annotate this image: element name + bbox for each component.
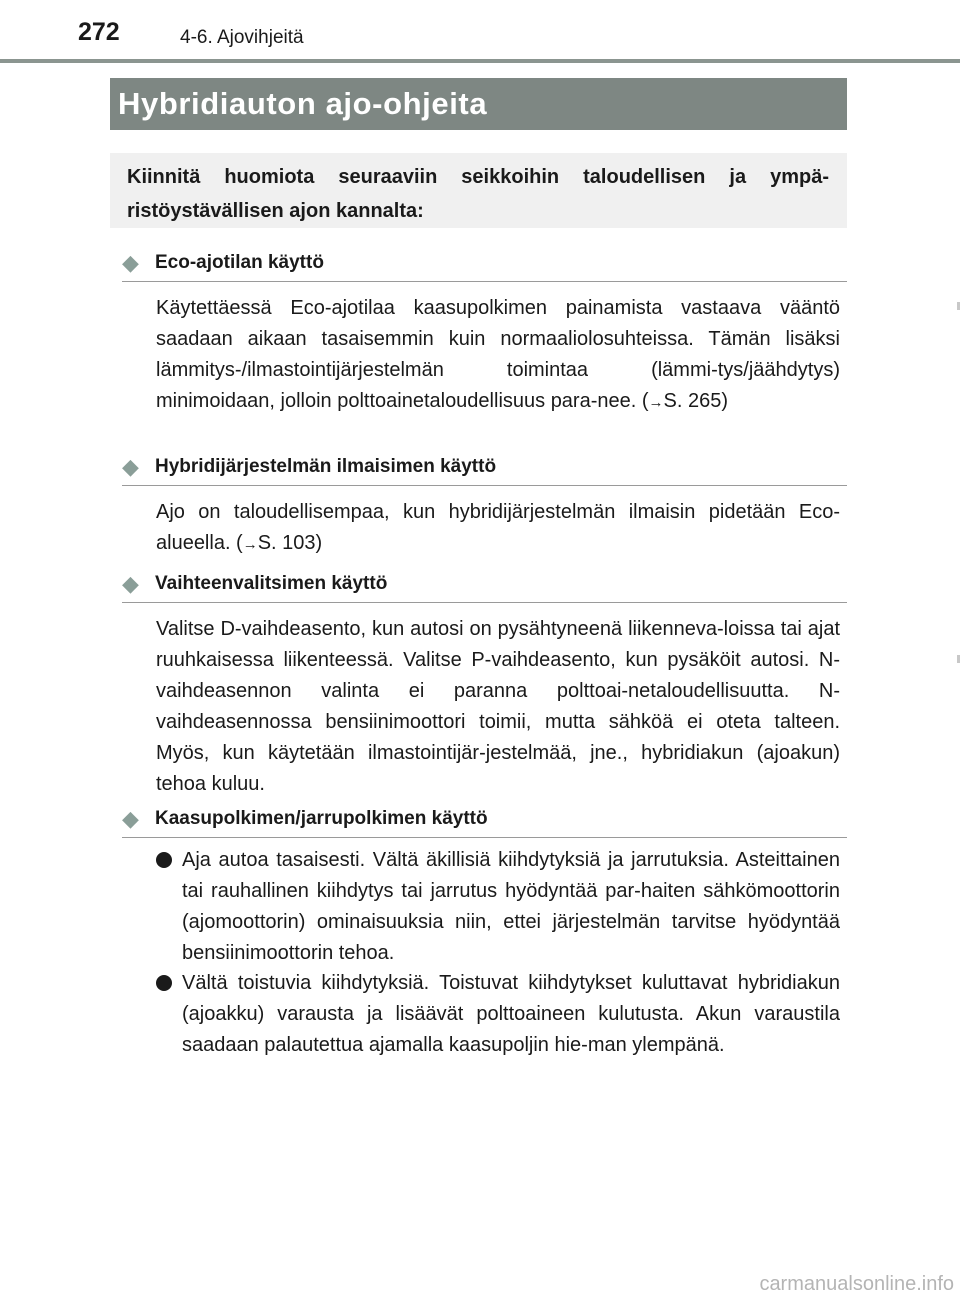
section-rule — [122, 837, 847, 838]
section-heading-text: Hybridijärjestelmän ilmaisimen käyttö — [155, 456, 497, 477]
arrow-icon: → — [242, 536, 258, 553]
section-heading-shift-lever — [122, 571, 847, 603]
paragraph-shift-lever — [156, 614, 840, 800]
section-heading-text: Eco-ajotilan käyttö — [155, 252, 324, 273]
diamond-icon: ◆ — [122, 454, 139, 479]
paragraph-text: Ajo on taloudellisempaa, kun hybridijärjestelmän ilmaisin pidetään Eco-alueella. ( — [156, 501, 840, 554]
watermark: carmanualsonline.info — [759, 1273, 954, 1295]
diamond-icon: ◆ — [122, 571, 139, 596]
section-heading-pedals — [122, 806, 847, 838]
diamond-icon: ◆ — [122, 806, 139, 831]
intro-text: Kiinnitä huomiota seuraaviin seikkoihin taloudellisen ja ympä-ristöystävällisen ajon kannalta: — [127, 166, 829, 222]
page-header — [0, 0, 960, 64]
section-rule — [122, 602, 847, 603]
list-item-text: Vältä toistuvia kiihdytyksiä. Toistuvat kiihdytykset kuluttavat hybridiakun (ajoakku) varausta ja lisäävät polttoaineen kulutusta. Akun varaustila saadaan palautettua ajamalla kaasupoljin hie-man ylempänä. — [182, 972, 840, 1056]
diamond-icon: ◆ — [122, 250, 139, 275]
section-rule — [122, 485, 847, 486]
intro-box — [110, 153, 847, 228]
page-number: 272 — [78, 18, 120, 46]
section-title: Hybridiauton ajo-ohjeita — [118, 86, 488, 121]
page-reference: S. 265) — [663, 390, 729, 412]
arrow-icon: → — [648, 394, 664, 411]
section-heading-hybrid-indicator — [122, 454, 847, 486]
section-rule — [122, 281, 847, 282]
section-heading-text: Vaihteenvalitsimen käyttö — [155, 573, 388, 594]
header-divider — [0, 59, 960, 63]
bullet-icon — [156, 852, 172, 868]
section-title-band — [110, 78, 847, 130]
chapter-title: 4-6. Ajovihjeitä — [180, 27, 304, 48]
page-reference: S. 103) — [257, 532, 323, 554]
list-item-text: Aja autoa tasaisesti. Vältä äkillisiä kiihdytyksiä ja jarrutuksia. Asteittainen tai rauhallinen kiihdytys tai jarrutus hyödyntää par-haiten sähkömoottorin (ajomoottorin) ominaisuuksia niin, ettei järjestelmän tarvitse hyödyntää bensiinimoottorin tehoa. — [182, 849, 840, 964]
paragraph-eco-mode — [156, 293, 840, 418]
paragraph-text: Valitse D-vaihdeasento, kun autosi on pysähtyneenä liikenneva-loissa tai ajat ruuhkaisessa liikenteessä. Valitse P-vaihdeasento, kun pysäköit autosi. N-vaihdeasennon valinta ei paranna polttoai-netaloudellisuutta. N-vaihdeasennossa bensiinimoottori toimii, mutta sähköä ei oteta talteen. Myös, kun käytetään ilmastointijär-jestelmää, jne., hybridiakun (ajoakun) tehoa kuluu. — [156, 618, 840, 795]
section-heading-text: Kaasupolkimen/jarrupolkimen käyttö — [155, 808, 488, 829]
bullet-icon — [156, 975, 172, 991]
paragraph-hybrid-indicator — [156, 497, 840, 560]
paragraph-text: Käytettäessä Eco-ajotilaa kaasupolkimen painamista vastaava vääntö saadaan aikaan tasaisemmin kuin normaaliolosuhteissa. Tämän lisäksi lämmitys-/ilmastointijärjestelmän toimintaa (lämmi-tys/jäähdytys) minimoidaan, jolloin polttoainetaloudellisuus para-nee. ( — [156, 297, 840, 412]
section-heading-eco-mode — [122, 250, 847, 282]
